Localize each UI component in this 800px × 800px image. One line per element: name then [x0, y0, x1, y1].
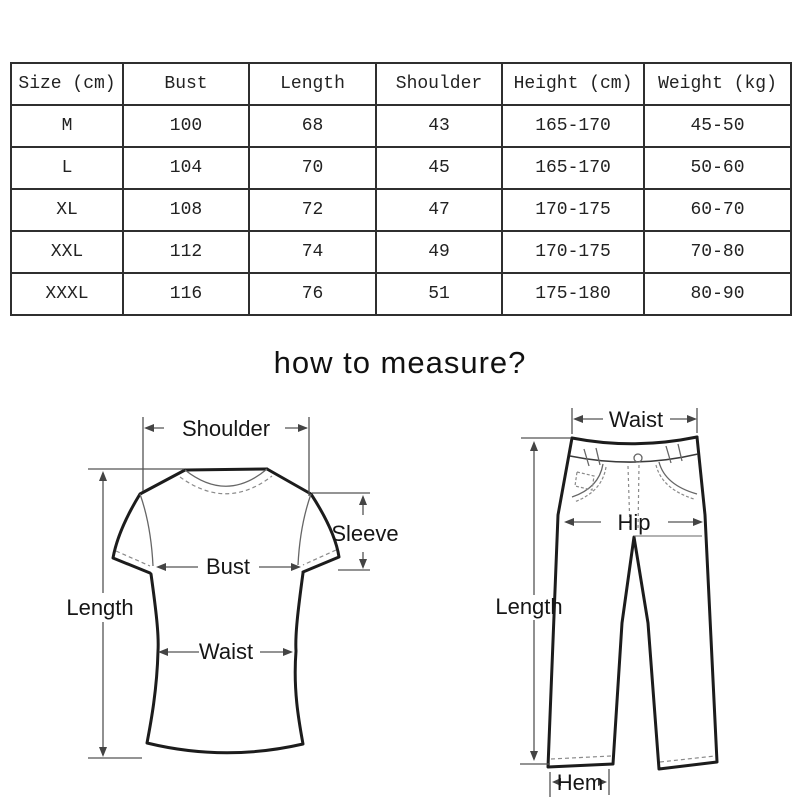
cell-height: 170-175 [502, 189, 644, 231]
left-pocket [572, 464, 603, 497]
col-header-weight: Weight (kg) [644, 63, 791, 105]
cell-height: 170-175 [502, 231, 644, 273]
table-row [11, 147, 791, 189]
how-to-measure-heading: how to measure? [273, 345, 527, 380]
arrow-right-icon [298, 424, 308, 432]
pants-hem-label: Hem [556, 770, 604, 795]
cell-size: XL [11, 189, 123, 231]
arrow-down-icon [359, 559, 367, 569]
tshirt-diagram [66, 416, 398, 758]
cell-weight: 60-70 [644, 189, 791, 231]
cell-length: 74 [249, 231, 376, 273]
tshirt-left-cuff-stitch [116, 551, 150, 566]
col-header-bust: Bust [123, 63, 249, 105]
arrow-right-icon [693, 518, 703, 526]
tshirt-left-sleeve [113, 470, 185, 573]
cell-height: 165-170 [502, 147, 644, 189]
right-pocket [659, 462, 697, 494]
pants-hip-label: Hip [617, 510, 651, 535]
cell-weight: 70-80 [644, 231, 791, 273]
arrow-down-icon [99, 747, 107, 757]
shirt-bust-label: Bust [205, 554, 251, 579]
arrow-down-icon [530, 751, 538, 761]
cell-bust: 116 [123, 273, 249, 315]
table-row [11, 231, 791, 273]
arrow-left-icon [564, 518, 574, 526]
tshirt-neckline [185, 469, 267, 486]
arrow-left-icon [144, 424, 154, 432]
shirt-sleeve-label: Sleeve [331, 521, 399, 546]
cell-height: 165-170 [502, 105, 644, 147]
cell-size: M [11, 105, 123, 147]
measurement-diagram [0, 390, 800, 800]
table-row [11, 105, 791, 147]
arrow-up-icon [359, 495, 367, 505]
arrow-up-icon [530, 441, 538, 451]
pants-length-label: Length [495, 594, 563, 619]
size-chart-table [10, 62, 792, 316]
cell-weight: 45-50 [644, 105, 791, 147]
shirt-shoulder-label: Shoulder [181, 416, 271, 441]
table-row [11, 189, 791, 231]
col-header-shoulder: Shoulder [376, 63, 502, 105]
cell-length: 72 [249, 189, 376, 231]
cell-weight: 50-60 [644, 147, 791, 189]
cell-size: XXXL [11, 273, 123, 315]
tshirt-neckline-stitch [180, 476, 272, 494]
col-header-height: Height (cm) [502, 63, 644, 105]
table-row [11, 273, 791, 315]
tshirt-right-cuff-stitch [303, 550, 336, 565]
cell-shoulder: 47 [376, 189, 502, 231]
cell-shoulder: 43 [376, 105, 502, 147]
arrow-right-icon [283, 648, 293, 656]
hem-stitch-lines [551, 756, 715, 762]
arrow-up-icon [99, 471, 107, 481]
arrow-right-icon [291, 563, 301, 571]
cell-height: 175-180 [502, 273, 644, 315]
pants-diagram [495, 407, 717, 797]
col-header-size: Size (cm) [11, 63, 123, 105]
cell-length: 76 [249, 273, 376, 315]
cell-length: 68 [249, 105, 376, 147]
cell-size: XXL [11, 231, 123, 273]
pants-waistband-top [572, 437, 697, 444]
shirt-waist-label: Waist [198, 639, 254, 664]
arrow-right-icon [687, 415, 697, 423]
cell-bust: 100 [123, 105, 249, 147]
cell-shoulder: 49 [376, 231, 502, 273]
coin-pocket [575, 472, 594, 490]
tshirt-right-sleeve-seam [298, 494, 311, 565]
cell-shoulder: 51 [376, 273, 502, 315]
arrow-left-icon [573, 415, 583, 423]
pants-waist-label: Waist [608, 407, 664, 432]
cell-size: L [11, 147, 123, 189]
cell-bust: 104 [123, 147, 249, 189]
button-icon [634, 454, 642, 462]
cell-bust: 108 [123, 189, 249, 231]
col-header-length: Length [249, 63, 376, 105]
table-header-row [11, 63, 791, 105]
arrow-left-icon [156, 563, 166, 571]
shirt-length-label: Length [66, 595, 134, 620]
cell-bust: 112 [123, 231, 249, 273]
tshirt-shoulder-line [185, 469, 267, 470]
cell-length: 70 [249, 147, 376, 189]
tshirt-left-sleeve-seam [140, 494, 153, 566]
pants-outline [548, 437, 717, 769]
cell-shoulder: 45 [376, 147, 502, 189]
cell-weight: 80-90 [644, 273, 791, 315]
